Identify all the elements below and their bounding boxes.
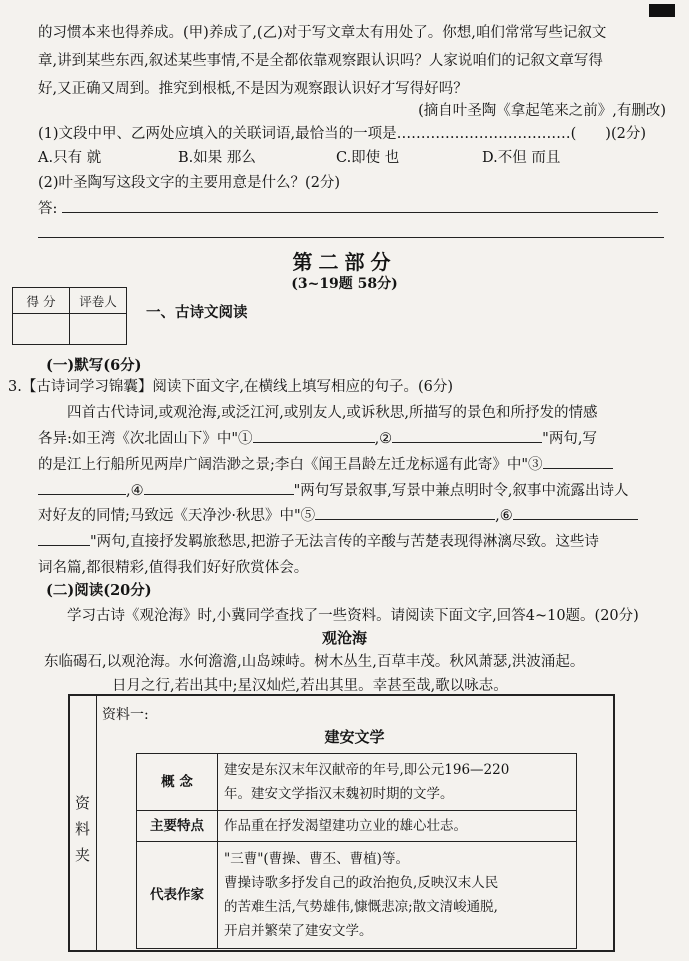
answer-label: 答: xyxy=(38,201,58,217)
passage-line-3: 好,又正确又周到。推究到根柢,不是因为观察跟认识好才写得好吗？ xyxy=(38,81,468,97)
row-head-authors: 代表作家 xyxy=(137,842,218,949)
blank-6[interactable] xyxy=(513,503,638,520)
row-content-authors: "三曹"(曹操、曹丕、曹植)等。 曹操诗歌多抒发自己的政治抱负,反映汉末人民 的苦难生活,气势雄伟,慷慨悲凉;散文清峻通脱, 开启并繁荣了建安文学。 xyxy=(218,842,577,949)
section-one-heading: 一、古诗文阅读 xyxy=(146,304,248,321)
q3-line-5: 对好友的同情;马致远《天净沙·秋思》中"⑤ ,⑥ xyxy=(38,503,666,530)
reading-intro: 学习古诗《观沧海》时,小冀同学查找了一些资料。请阅读下面文字,回答4~10题。(20分) xyxy=(67,608,639,624)
blank-4[interactable] xyxy=(144,478,294,495)
grader-label: 评卷人 xyxy=(70,288,127,314)
q3-line-1: 四首古代诗词,或观沧海,或泛江河,或别友人,或诉秋思,所描写的景色和所抒发的情感 xyxy=(67,405,598,421)
q3-line-4: ,④ "两句写景叙事,写景中兼点明时令,叙事中流露出诗人 xyxy=(38,478,666,505)
row-content-concept: 建安是东汉末年汉献帝的年号,即公元196—220 年。建安文学指汉末魏初时期的文学。 xyxy=(218,754,577,811)
reading-heading: (二)阅读(20分) xyxy=(46,582,152,599)
score-box xyxy=(12,287,127,345)
q1-option-d[interactable]: D.不但 而且 xyxy=(482,150,561,166)
q1-stem: (1)文段中甲、乙两处应填入的关联词语,最恰当的一项是………………………………( )(2分) xyxy=(38,126,646,142)
passage-line-1: 的习惯本来也得养成。(甲)养成了,(乙)对于写文章太有用处了。你想,咱们常常写些记叙文 xyxy=(38,25,607,41)
q3-line-7: 词名篇,都很精彩,值得我们好好欣赏体会。 xyxy=(38,560,309,576)
part-two-subtitle: (3~19题 58分) xyxy=(291,276,398,292)
passage-line-2: 章,讲到某些东西,叙述某些事情,不是全都依靠观察跟认识吗？人家说咱们的记叙文章写得 xyxy=(38,53,603,69)
blank-2[interactable] xyxy=(392,426,542,443)
blank-3-cont[interactable] xyxy=(38,478,126,495)
passage-source: (摘自叶圣陶《拿起笔来之前》,有删改) xyxy=(418,103,666,119)
score-label: 得 分 xyxy=(13,288,70,314)
part-two-title: 第二部分 xyxy=(292,250,397,274)
q2-stem: (2)叶圣陶写这段文字的主要用意是什么？(2分) xyxy=(38,175,341,191)
q3-line-2: 各异:如王湾《次北固山下》中"① ,② "两句,写 xyxy=(38,426,666,453)
table-row xyxy=(137,811,577,842)
blank-1[interactable] xyxy=(253,426,375,443)
jianan-table xyxy=(136,753,577,949)
corner-black-mark xyxy=(649,4,675,17)
blank-3[interactable] xyxy=(543,452,613,469)
material-one-label: 资料一: xyxy=(102,707,149,723)
material-title: 建安文学 xyxy=(324,728,385,746)
score-cell[interactable] xyxy=(13,314,70,345)
poem-title: 观沧海 xyxy=(321,629,367,647)
row-content-features: 作品重在抒发渴望建功立业的雄心壮志。 xyxy=(218,811,577,842)
q1-option-a[interactable]: A.只有 就 xyxy=(38,150,102,166)
answer-line-2[interactable] xyxy=(38,237,664,238)
blank-5[interactable] xyxy=(315,503,495,520)
q3-line-6: "两句,直接抒发羁旅愁思,把游子无法言传的辛酸与苦楚表现得淋漓尽致。这些诗 xyxy=(38,529,666,556)
dictation-heading: (一)默写(6分) xyxy=(46,357,142,374)
grader-cell[interactable] xyxy=(70,314,127,345)
table-row xyxy=(137,842,577,949)
poem-line-1: 东临碣石,以观沧海。水何澹澹,山岛竦峙。树木丛生,百草丰茂。秋风萧瑟,洪波涌起。 xyxy=(44,654,585,670)
row-head-features: 主要特点 xyxy=(137,811,218,842)
folder-side-label: 资 料 夹 xyxy=(70,696,97,950)
blank-6-cont[interactable] xyxy=(38,529,90,546)
material-folder xyxy=(68,694,615,952)
q2-answer-row xyxy=(38,196,666,223)
q3-stem: 3.【古诗词学习锦囊】阅读下面文字,在横线上填写相应的句子。(6分) xyxy=(8,379,453,395)
q1-option-b[interactable]: B.如果 那么 xyxy=(178,150,256,166)
row-head-concept: 概 念 xyxy=(137,754,218,811)
poem-line-2: 日月之行,若出其中;星汉灿烂,若出其里。幸甚至哉,歌以咏志。 xyxy=(112,678,508,694)
answer-line-1[interactable] xyxy=(62,196,658,213)
q1-option-c[interactable]: C.即使 也 xyxy=(336,150,400,166)
q3-line-3: 的是江上行船所见两岸广阔浩渺之景;李白《闻王昌龄左迁龙标遥有此寄》中"③ xyxy=(38,452,666,479)
table-row xyxy=(137,754,577,811)
